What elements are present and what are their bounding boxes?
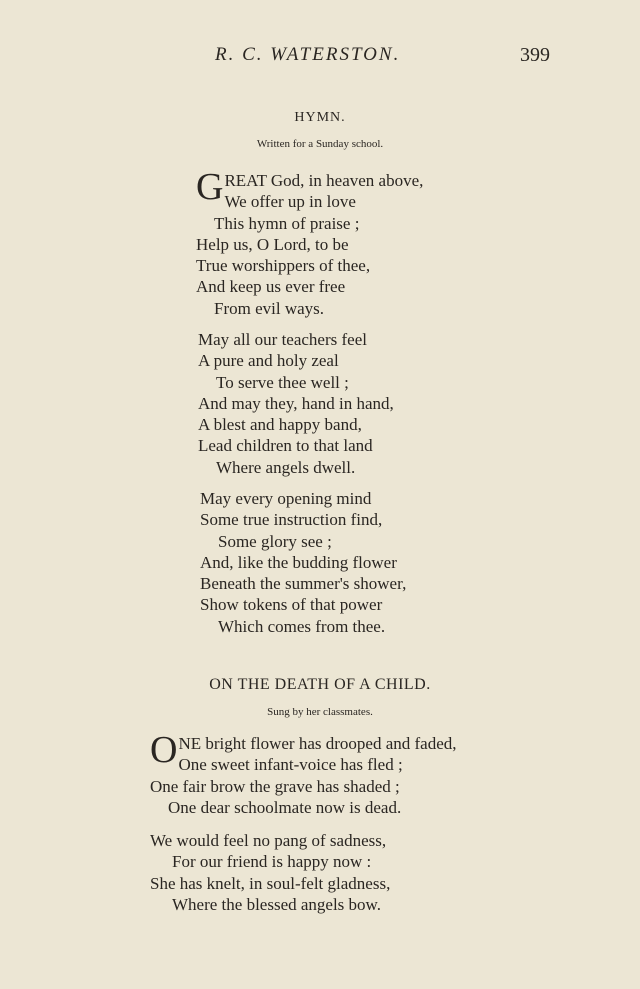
poem-line: This hymn of praise ; xyxy=(214,213,360,233)
hymn-stanza-2 xyxy=(198,329,394,478)
poem-line: Lead children to that land xyxy=(198,436,373,456)
running-head: R. C. WATERSTON. xyxy=(215,44,401,65)
poem-line: And keep us ever free xyxy=(196,277,346,297)
poem-line: She has knelt, in soul-felt gladness, xyxy=(150,873,391,893)
poem-line: Which comes from thee. xyxy=(218,616,386,636)
poem-line: NE bright flower has drooped and faded, xyxy=(178,734,457,753)
poem-line: Help us, O Lord, to be xyxy=(196,234,349,254)
poem-line: We offer up in love xyxy=(224,192,356,212)
child-first-lines xyxy=(150,729,457,776)
child-stanza-2 xyxy=(150,830,390,915)
poem-line: Show tokens of that power xyxy=(200,595,383,615)
poem-line: True worshippers of thee, xyxy=(196,256,371,276)
poem-line: To serve thee well ; xyxy=(216,372,349,392)
poem-line: Some true instruction find, xyxy=(200,510,383,530)
poem-line: One dear schoolmate now is dead. xyxy=(168,797,402,817)
hymn-subtitle: Written for a Sunday school. xyxy=(256,138,384,150)
poem-line: One sweet infant-voice has fled ; xyxy=(178,755,403,775)
hymn-stanza-1 xyxy=(196,166,424,319)
poem-line: For our friend is happy now : xyxy=(172,852,372,872)
child-subtitle: Sung by her classmates. xyxy=(267,706,373,718)
poem-line: May all our teachers feel xyxy=(198,330,367,349)
poem-line: Where angels dwell. xyxy=(216,457,356,477)
hymn-dropcap: G xyxy=(196,166,224,208)
poem-line: From evil ways. xyxy=(214,298,325,318)
child-dropcap: O xyxy=(150,729,178,771)
hymn-title: HYMN. xyxy=(294,110,346,125)
poem-line: Some glory see ; xyxy=(218,531,332,551)
child-title: ON THE DEATH OF A CHILD. xyxy=(209,676,431,693)
poem-line: REAT God, in heaven above, xyxy=(224,171,424,190)
poem-line: We would feel no pang of sadness, xyxy=(150,831,387,850)
poem-line: And, like the budding flower xyxy=(200,552,397,572)
poem-line: One fair brow the grave has shaded ; xyxy=(150,776,400,796)
page-number: 399 xyxy=(520,44,550,66)
poem-line: May every opening mind xyxy=(200,489,372,508)
hymn-stanza-3 xyxy=(200,488,406,637)
poem-line: A blest and happy band, xyxy=(198,415,362,435)
poem-line: Where the blessed angels bow. xyxy=(172,894,381,914)
child-stanza-1 xyxy=(150,729,457,818)
poem-line: A pure and holy zeal xyxy=(198,351,339,371)
hymn-first-lines xyxy=(196,166,424,213)
poem-line: And may they, hand in hand, xyxy=(198,393,394,413)
poem-line: Beneath the summer's shower, xyxy=(200,574,407,594)
